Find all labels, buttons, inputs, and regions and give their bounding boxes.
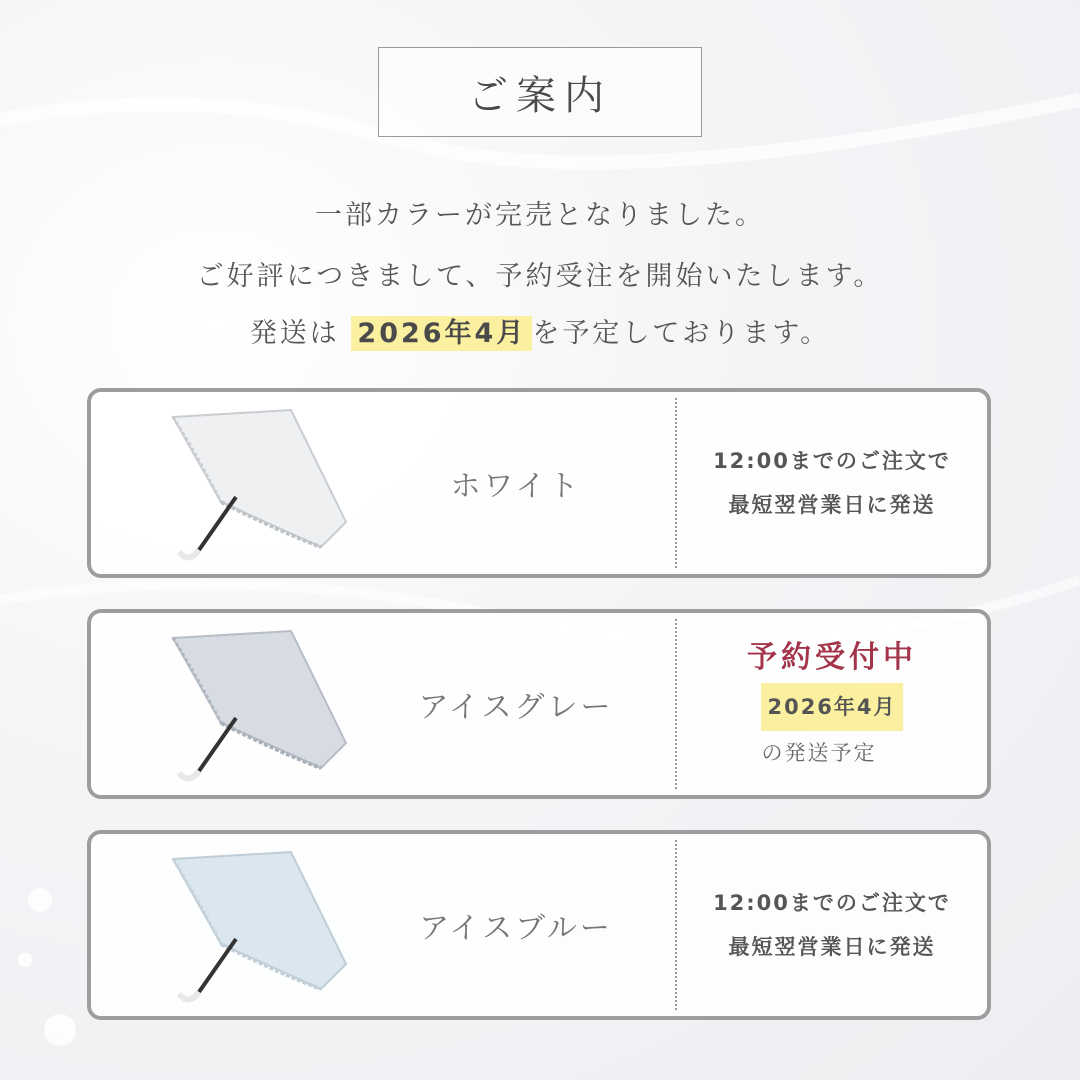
umbrella-white-image [161,402,361,572]
shipping-info-white [677,392,987,574]
color-name-white: ホワイト [450,469,582,504]
shipping-line-2: 最短翌営業日に発送 [728,493,936,517]
shipping-line-1: 12:00までのご注文で [713,891,951,915]
ship-date-tail: の発送予定 [761,741,877,765]
color-name-ice-gray: アイスグレー [418,690,614,725]
color-name-ice-blue: アイスブルー [419,911,613,946]
intro-line-3-post: を予定しております。 [532,318,831,349]
umbrella-ice-blue-image [161,844,361,1014]
shipping-line-2: 最短翌営業日に発送 [728,935,936,959]
page-title: ご案内 [378,47,702,137]
umbrella-ice-gray-image [161,623,361,793]
intro-line-3 [0,311,1080,350]
shipping-info-ice-gray [677,613,987,795]
reservation-label: 予約受付中 [747,640,917,675]
product-card-ice-blue[interactable] [87,830,991,1020]
product-card-white[interactable] [87,388,991,578]
intro-line-1: 一部カラーが完売となりました。 [315,200,765,231]
intro-line-3-pre: 発送は [249,318,340,349]
ship-date-highlight: 2026年4月 [761,683,902,731]
shipping-info-ice-blue [677,834,987,1016]
ship-date [761,683,902,775]
intro-line-2: ご好評につきまして、予約受注を開始いたします。 [196,261,884,292]
shipping-line-1: 12:00までのご注文で [713,449,951,473]
product-card-ice-gray[interactable] [87,609,991,799]
ship-month-highlight: 2026年4月 [351,316,532,351]
